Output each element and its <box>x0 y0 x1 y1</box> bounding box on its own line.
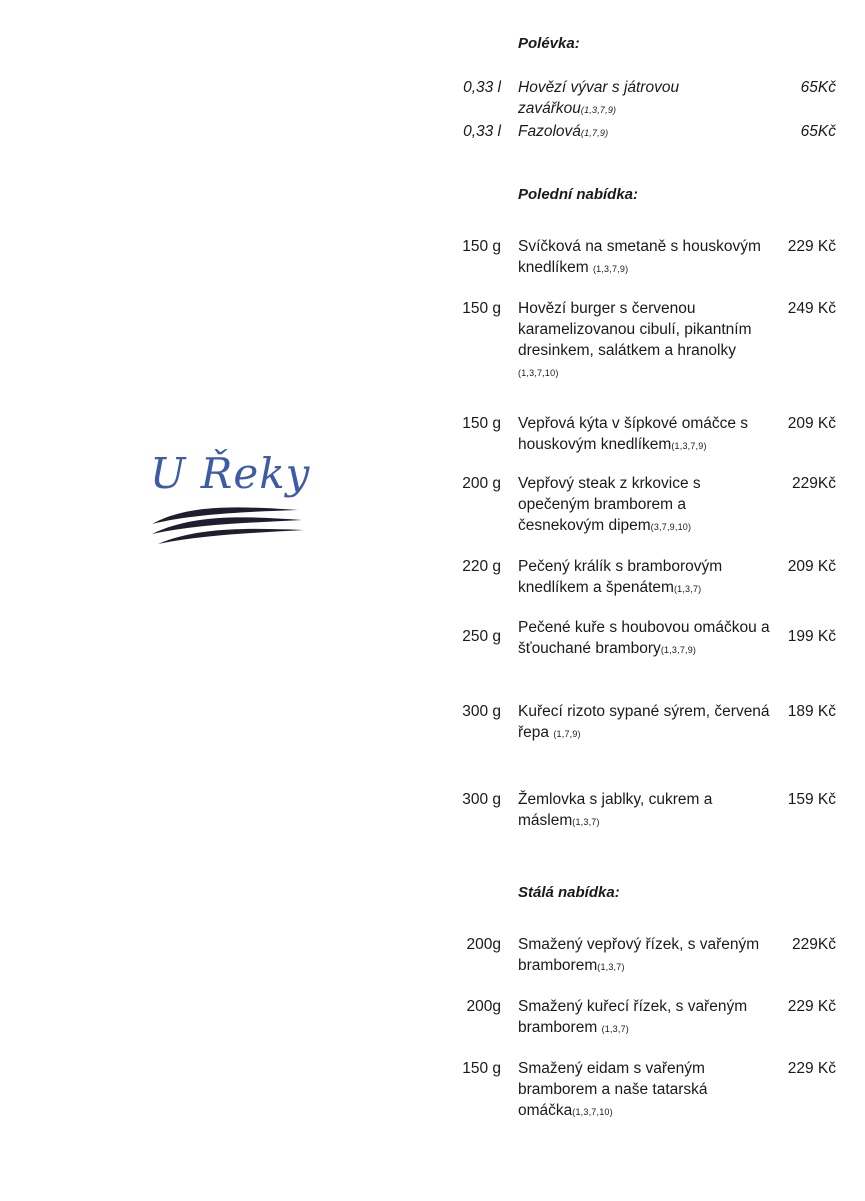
item-quantity: 150 g <box>462 1060 501 1077</box>
item-quantity: 200g <box>466 936 501 953</box>
item-quantity: 200 g <box>462 475 501 492</box>
item-price: 249 Kč <box>787 300 836 317</box>
item-price: 229Kč <box>792 936 836 953</box>
item-allergens: (1,3,7,9) <box>660 645 697 655</box>
menu-item <box>440 473 836 536</box>
item-name: Smažený vepřový řízek, s vařeným bramborem(1,3,7) <box>518 936 760 974</box>
item-allergens: (1,3,7,10) <box>572 1107 613 1117</box>
item-name: Smažený eidam s vařeným bramborem a naše tatarská omáčka(1,3,7,10) <box>518 1060 708 1119</box>
item-name: Smažený kuřecí řízek, s vařeným bramborem (1,3,7) <box>518 998 748 1036</box>
item-quantity: 300 g <box>462 791 501 808</box>
item-name: Vepřová kýta v šípkové omáčce s houskovým knedlíkem(1,3,7,9) <box>518 415 749 453</box>
item-allergens: (1,3,7) <box>572 817 600 827</box>
menu-item <box>440 1058 836 1121</box>
restaurant-logo <box>148 446 311 556</box>
item-quantity: 0,33 l <box>463 123 501 140</box>
item-quantity: 150 g <box>462 300 501 317</box>
item-allergens: (1,7,9) <box>553 729 581 739</box>
item-price: 209 Kč <box>787 558 836 575</box>
item-quantity: 250 g <box>462 628 501 645</box>
section-heading-permanent: Stálá nabídka: <box>518 884 620 901</box>
menu-item <box>440 77 836 119</box>
item-allergens: (1,3,7) <box>597 962 625 972</box>
menu-item <box>440 298 836 382</box>
item-price: 199 Kč <box>787 628 836 645</box>
item-price: 159 Kč <box>787 791 836 808</box>
item-name: Kuřecí rizoto sypané sýrem, červená řepa (1,7,9) <box>518 703 770 741</box>
item-price: 189 Kč <box>787 703 836 720</box>
item-allergens: (1,3,7,9) <box>580 105 617 115</box>
menu-item <box>440 121 836 142</box>
item-allergens: (3,7,9,10) <box>650 522 692 532</box>
logo-text: U Řeky <box>150 449 311 498</box>
item-name: Pečené kuře s houbovou omáčkou a šťouchané brambory(1,3,7,9) <box>518 619 770 657</box>
item-price: 229 Kč <box>787 1060 836 1077</box>
item-name: Hovězí vývar s játrovou zavářkou(1,3,7,9) <box>518 79 680 117</box>
item-allergens: (1,3,7) <box>601 1024 629 1034</box>
item-name: Pečený králík s bramborovým knedlíkem a špenátem(1,3,7) <box>518 558 723 596</box>
item-allergens: (1,7,9) <box>580 128 609 138</box>
item-price: 229 Kč <box>787 238 836 255</box>
menu-item <box>440 617 836 680</box>
item-quantity: 300 g <box>462 703 501 720</box>
menu-item <box>440 996 836 1038</box>
item-quantity: 150 g <box>462 238 501 255</box>
item-quantity: 0,33 l <box>463 79 501 96</box>
item-name: Hovězí burger s červenou karamelizovanou cibulí, pikantním dresinkem, salátkem a hranolky (1,3,7,10) <box>518 300 752 378</box>
item-quantity: 150 g <box>462 415 501 432</box>
item-allergens: (1,3,7,9) <box>592 264 629 274</box>
item-price: 65Kč <box>800 79 836 96</box>
section-heading-soup: Polévka: <box>518 35 580 52</box>
item-allergens: (1,3,7,9) <box>671 441 707 451</box>
menu-item <box>440 556 836 598</box>
item-allergens: (1,3,7,10) <box>518 368 559 378</box>
item-allergens: (1,3,7) <box>673 584 702 594</box>
item-price: 229Kč <box>792 475 836 492</box>
item-name: Svíčková na smetaně s houskovým knedlíkem (1,3,7,9) <box>518 238 761 276</box>
menu-item <box>440 789 836 831</box>
menu-item <box>440 934 836 976</box>
item-price: 229 Kč <box>787 998 836 1015</box>
item-name: Žemlovka s jablky, cukrem a máslem(1,3,7) <box>518 791 713 829</box>
item-quantity: 220 g <box>462 558 501 575</box>
menu-item <box>440 236 836 278</box>
item-quantity: 200g <box>466 998 501 1015</box>
item-name: Fazolová(1,7,9) <box>518 123 609 140</box>
item-price: 209 Kč <box>787 415 836 432</box>
item-price: 65Kč <box>800 123 836 140</box>
menu-item <box>440 413 836 455</box>
menu-item <box>440 701 836 743</box>
section-heading-lunch: Polední nabídka: <box>518 186 639 203</box>
item-name: Vepřový steak z krkovice s opečeným bramborem a česnekovým dipem(3,7,9,10) <box>518 475 701 534</box>
wave-icon <box>148 500 308 550</box>
